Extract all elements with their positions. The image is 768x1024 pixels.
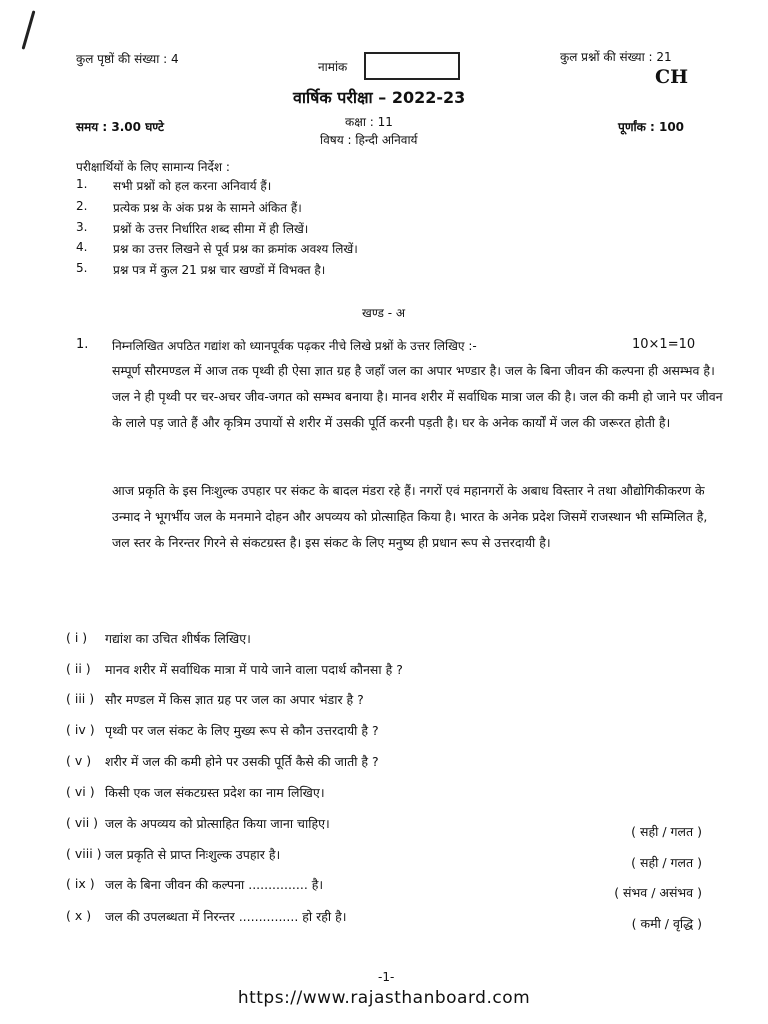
subquestion-number: ( vii ) xyxy=(66,815,99,830)
subquestion-text: जल के बिना जीवन की कल्पना ............... है। xyxy=(105,877,324,892)
instruction-number: 3. xyxy=(76,220,88,234)
section-title: खण्ड - अ xyxy=(362,306,406,320)
source-url: https://www.rajasthanboard.com xyxy=(237,988,531,1008)
subject-label: विषय : हिन्दी अनिवार्य xyxy=(320,133,418,147)
instruction-text: प्रश्नों के उत्तर निर्धारित शब्द सीमा में ही लिखें। xyxy=(113,222,309,236)
passage-paragraph-1: सम्पूर्ण सौरमण्डल में आज तक पृथ्वी ही ऐसा ज्ञात ग्रह है जहाँ जल का अपार भण्डार है। जल के बिना जीवन की कल्पना ही असम्भव है। जल ने ही पृथ्वी पर चर-अचर जीव-जगत को सम्भव बनाया है। मानव शरीर में सर्वाधिक मात्रा जल की है। जल की कमी हो जाने पर जीवन के लाले पड़ जाते हैं और कृत्रिम उपायों से शरीर में उसकी पूर्ति करनी पड़ती है। घर के अनेक कार्यों में जल की जरूरत होती है। xyxy=(112,363,723,430)
exam-title: वार्षिक परीक्षा – 2022-23 xyxy=(293,88,466,107)
subquestion-text: जल के अपव्यय को प्रोत्साहित किया जाना चाहिए। xyxy=(105,816,330,831)
instruction-text: सभी प्रश्नों को हल करना अनिवार्य हैं। xyxy=(113,179,272,193)
instruction-number: 5. xyxy=(76,261,88,275)
subquestion-text: सौर मण्डल में किस ज्ञात ग्रह पर जल का अपार भंडार है ? xyxy=(105,692,364,707)
pen-mark xyxy=(22,10,36,49)
question-marks: 10×1=10 xyxy=(632,337,696,352)
subquestion-number: ( vi ) xyxy=(66,784,95,799)
total-questions: कुल प्रश्नों की संख्या : 21 xyxy=(560,50,672,64)
subquestion-number: ( i ) xyxy=(66,630,88,645)
roll-number-label: नामांक xyxy=(318,60,348,74)
page-number: -1- xyxy=(378,970,395,984)
subquestion-text: गद्यांश का उचित शीर्षक लिखिए। xyxy=(105,631,251,646)
subquestion-number: ( v ) xyxy=(66,753,92,768)
instruction-text: प्रश्न का उत्तर लिखने से पूर्व प्रश्न का क्रमांक अवश्य लिखें। xyxy=(113,242,358,256)
subquestion-number: ( viii ) xyxy=(66,846,102,861)
subquestion-number: ( iii ) xyxy=(66,691,95,706)
subquestion-option: ( संभव / असंभव ) xyxy=(614,885,702,900)
question-instruction: निम्नलिखित अपठित गद्यांश को ध्यानपूर्वक पढ़कर नीचे लिखे प्रश्नों के उत्तर लिखिए :- xyxy=(112,339,477,353)
max-marks: पूर्णांक : 100 xyxy=(618,120,685,134)
instruction-text: प्रश्न पत्र में कुल 21 प्रश्न चार खण्डों में विभक्त है। xyxy=(113,263,326,277)
subquestion-number: ( x ) xyxy=(66,908,92,923)
instruction-number: 2. xyxy=(76,199,88,213)
class-label: कक्षा : 11 xyxy=(345,115,393,129)
instruction-number: 1. xyxy=(76,177,88,191)
question-number: 1. xyxy=(76,337,89,352)
subquestion-number: ( ix ) xyxy=(66,876,95,891)
subquestion-number: ( ii ) xyxy=(66,661,91,676)
roll-number-box xyxy=(364,52,460,80)
exam-time: समय : 3.00 घण्टे xyxy=(76,120,164,134)
instructions-heading: परीक्षार्थियों के लिए सामान्य निर्देश : xyxy=(76,160,230,174)
instruction-text: प्रत्येक प्रश्न के अंक प्रश्न के सामने अंकित हैं। xyxy=(113,201,302,215)
subquestion-option: ( सही / गलत ) xyxy=(631,824,702,839)
total-pages: कुल पृष्ठों की संख्या : 4 xyxy=(76,52,179,66)
paper-code: CH xyxy=(655,66,689,88)
subquestion-text: शरीर में जल की कमी होने पर उसकी पूर्ति कैसे की जाती है ? xyxy=(105,754,379,769)
subquestion-number: ( iv ) xyxy=(66,722,95,737)
subquestion-text: जल प्रकृति से प्राप्त निःशुल्क उपहार है। xyxy=(105,847,281,862)
passage-paragraph-2: आज प्रकृति के इस निःशुल्क उपहार पर संकट के बादल मंडरा रहे हैं। नगरों एवं महानगरों के अबाध विस्तार ने तथा औद्योगिकीकरण के उन्माद ने भूगर्भीय जल के मनमाने दोहन और अपव्यय को प्रोत्साहित किया है। भारत के अनेक प्रदेश जिसमें राजस्थान भी सम्मिलित है, जल स्तर के निरन्तर गिरने से संकटग्रस्त है। इस संकट के लिए मनुष्य ही प्रधान रूप से उत्तरदायी है। xyxy=(112,483,708,550)
subquestion-option: ( कमी / वृद्धि ) xyxy=(631,916,702,931)
subquestion-text: जल की उपलब्धता में निरन्तर ............... हो रही है। xyxy=(105,909,347,924)
subquestion-text: किसी एक जल संकटग्रस्त प्रदेश का नाम लिखिए। xyxy=(105,785,325,800)
subquestion-option: ( सही / गलत ) xyxy=(631,855,702,870)
subquestion-text: मानव शरीर में सर्वाधिक मात्रा में पाये जाने वाला पदार्थ कौनसा है ? xyxy=(105,662,403,677)
subquestion-text: पृथ्वी पर जल संकट के लिए मुख्य रूप से कौन उत्तरदायी है ? xyxy=(105,723,379,738)
instruction-number: 4. xyxy=(76,240,88,254)
